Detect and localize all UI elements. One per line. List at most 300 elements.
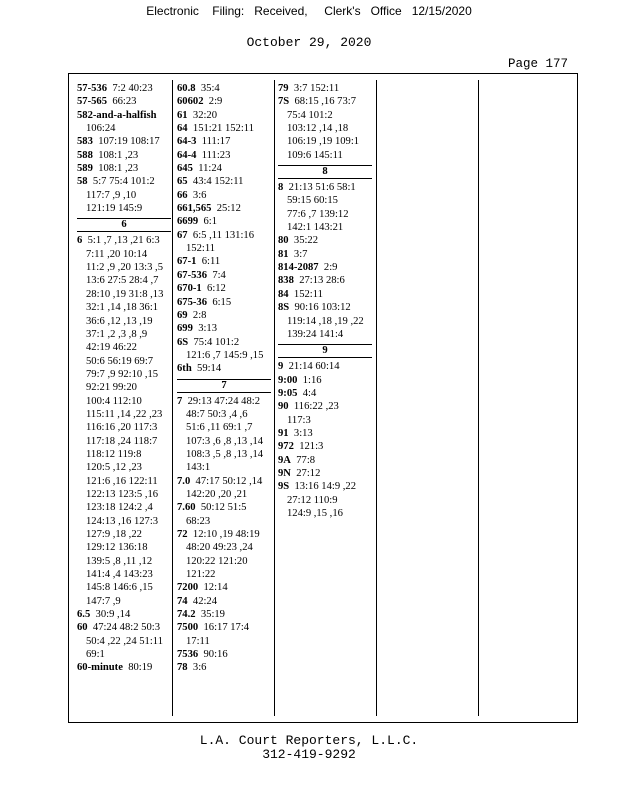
- index-term: 675-36: [177, 296, 208, 308]
- page-line-refs: 121:22: [186, 569, 216, 581]
- index-term: 74: [177, 595, 188, 607]
- page-line-refs: 139:5 ,8 ,11 ,12: [86, 555, 153, 567]
- page-line-refs: 51:6 ,11 69:1 ,7: [186, 422, 253, 434]
- page-line-refs: 3:6: [192, 662, 207, 674]
- index-continuation: [77, 635, 171, 648]
- page-line-refs: 103:12 ,14 ,18: [287, 123, 349, 135]
- column-divider: [376, 80, 377, 716]
- index-term: 65: [177, 176, 188, 188]
- index-term: 6th: [177, 363, 192, 375]
- page-line-refs: 11:2 ,9 ,20 13:3 ,5: [86, 262, 164, 274]
- index-entry: [278, 288, 372, 301]
- page-line-refs: 90:16 103:12: [294, 302, 351, 314]
- page-line-refs: 75:4 101:2: [287, 109, 333, 121]
- index-entry: [177, 395, 271, 408]
- index-term: 7200: [177, 582, 199, 594]
- index-term: 74.2: [177, 609, 196, 621]
- index-continuation: [77, 475, 171, 488]
- index-entry: [177, 322, 271, 335]
- index-entry: [177, 215, 271, 228]
- page-line-refs: 77:6 ,7 139:12: [287, 208, 349, 220]
- page-line-refs: 43:4 152:11: [192, 176, 244, 188]
- page-line-refs: 35:22: [293, 235, 319, 247]
- index-entry: [177, 595, 271, 608]
- page-line-refs: 2:9: [208, 96, 223, 108]
- index-entry: [77, 234, 171, 247]
- index-continuation: [177, 242, 271, 255]
- page-line-refs: 30:9 ,14: [95, 609, 131, 621]
- index-term: 814-2087: [278, 262, 319, 274]
- index-term: 81: [278, 248, 289, 260]
- index-continuation: [177, 541, 271, 554]
- reporter-company: L.A. Court Reporters, L.L.C.: [199, 733, 419, 748]
- page-line-refs: 122:13 123:5 ,16: [86, 488, 159, 500]
- page-line-refs: 108:3 ,5 ,8 ,13 ,14: [186, 448, 264, 460]
- word-index-frame: [68, 73, 578, 723]
- index-continuation: [77, 488, 171, 501]
- index-term: 645: [177, 163, 193, 175]
- index-entry: [177, 122, 271, 135]
- page-line-refs: 21:13 51:6 58:1: [288, 182, 356, 194]
- index-term: 8: [278, 182, 284, 194]
- page-line-refs: 145:8 146:6 ,15: [86, 582, 153, 594]
- index-term: 58: [77, 176, 88, 188]
- transcript-date: October 29, 2020: [246, 35, 372, 50]
- index-continuation: [77, 189, 171, 202]
- page-line-refs: 121:19 145:9: [86, 203, 143, 215]
- index-term: 64-3: [177, 136, 197, 148]
- index-term: 589: [77, 163, 93, 175]
- index-term: 67-536: [177, 269, 208, 281]
- index-continuation: [177, 515, 271, 528]
- index-entry: [177, 229, 271, 242]
- page-line-refs: 141:4 ,4 143:23: [86, 569, 153, 581]
- page-line-refs: 120:22 121:20: [186, 555, 248, 567]
- index-term: 583: [77, 136, 93, 148]
- page-line-refs: 143:1: [186, 462, 211, 474]
- index-term: 60.8: [177, 83, 196, 94]
- page-line-refs: 35:4: [200, 83, 220, 94]
- index-entry: [77, 95, 171, 108]
- index-continuation: [77, 368, 171, 381]
- page-line-refs: 142:20 ,20 ,21: [186, 488, 248, 500]
- page-line-refs: 42:19 46:22: [86, 342, 137, 354]
- page-line-refs: 12:14: [203, 582, 228, 594]
- page-line-refs: 3:13: [198, 323, 218, 335]
- index-term: 6699: [177, 216, 199, 228]
- index-term: 9S: [278, 481, 290, 493]
- index-continuation: [77, 248, 171, 261]
- index-continuation: [77, 461, 171, 474]
- page-line-refs: 109:6 145:11: [287, 149, 343, 161]
- index-entry: [77, 109, 171, 122]
- page-line-refs: 13:16 14:9 ,22: [294, 481, 357, 493]
- index-continuation: [77, 581, 171, 594]
- index-entry: [177, 109, 271, 122]
- page-line-refs: 117:7 ,9 ,10: [86, 189, 137, 201]
- page-line-refs: 17:11: [186, 635, 210, 647]
- index-term: 7.0: [177, 475, 191, 487]
- index-term: 72: [177, 529, 188, 540]
- index-term: 9N: [278, 467, 291, 479]
- index-continuation: [278, 149, 372, 162]
- page-line-refs: 75:4 101:2: [193, 336, 240, 348]
- index-entry: [177, 189, 271, 202]
- index-entry: [77, 149, 171, 162]
- page-line-refs: 36:6 ,12 ,13 ,19: [86, 315, 153, 327]
- index-continuation: [77, 555, 171, 568]
- index-entry: [177, 296, 271, 309]
- index-term: 7500: [177, 622, 199, 634]
- page-line-refs: 2:9: [323, 262, 338, 274]
- section-letter: 7: [177, 379, 271, 393]
- index-term: 7S: [278, 96, 290, 108]
- page-line-refs: 68:23: [186, 515, 211, 527]
- index-continuation: [77, 395, 171, 408]
- index-entry: [278, 374, 372, 387]
- page-line-refs: 1:16: [302, 374, 322, 386]
- index-column-3: [278, 82, 372, 520]
- index-term: 57-565: [77, 96, 108, 108]
- index-entry: [177, 661, 271, 674]
- index-entry: [77, 621, 171, 634]
- page-line-refs: 3:7 152:11: [293, 83, 340, 94]
- page-line-refs: 77:8: [296, 454, 316, 466]
- index-continuation: [278, 221, 372, 234]
- page-line-refs: 35:19: [200, 609, 225, 621]
- page-line-refs: 142:1 143:21: [287, 222, 344, 234]
- index-continuation: [77, 274, 171, 287]
- index-continuation: [77, 501, 171, 514]
- index-term: 588: [77, 149, 93, 161]
- index-continuation: [177, 568, 271, 581]
- index-continuation: [77, 261, 171, 274]
- index-term: 79: [278, 83, 289, 94]
- index-term: 6.5: [77, 609, 91, 621]
- page-line-refs: 47:17 50:12 ,14: [195, 475, 263, 487]
- page-line-refs: 80:19: [128, 662, 153, 674]
- index-entry: [177, 309, 271, 322]
- index-continuation: [177, 555, 271, 568]
- page-line-refs: 6:5 ,11 131:16: [192, 229, 255, 241]
- page-line-refs: 119:14 ,18 ,19 ,22: [287, 315, 364, 327]
- page-line-refs: 100:4 112:10: [86, 395, 142, 407]
- index-entry: [177, 501, 271, 514]
- index-term: 9:00: [278, 374, 298, 386]
- index-entry: [278, 301, 372, 314]
- index-continuation: [278, 208, 372, 221]
- page-line-refs: 27:12 110:9: [287, 494, 338, 506]
- page-line-refs: 27:13 28:6: [299, 275, 345, 287]
- index-entry: [177, 162, 271, 175]
- index-entry: [177, 528, 271, 541]
- page-line-refs: 90:16: [203, 649, 228, 661]
- index-continuation: [278, 194, 372, 207]
- index-term: 7536: [177, 649, 199, 661]
- index-entry: [177, 175, 271, 188]
- page-line-refs: 107:3 ,6 ,8 ,13 ,14: [186, 435, 264, 447]
- column-divider: [478, 80, 479, 716]
- index-entry: [177, 475, 271, 488]
- column-divider: [172, 80, 173, 716]
- filing-stamp: Electronic Filing: Received, Clerk's Office 12/15/2020: [146, 4, 472, 18]
- page-line-refs: 108:1 ,23: [98, 163, 139, 175]
- page-line-refs: 50:4 ,22 ,24 51:11: [86, 635, 164, 647]
- index-continuation: [77, 541, 171, 554]
- page-line-refs: 3:7: [293, 248, 308, 260]
- page-line-refs: 7:11 ,20 10:14: [86, 248, 148, 260]
- index-continuation: [278, 315, 372, 328]
- index-term: 9A: [278, 454, 291, 466]
- index-term: 582-and-a-halfish: [77, 109, 157, 121]
- index-term: 67: [177, 229, 188, 241]
- index-entry: [177, 648, 271, 661]
- index-term: 9:05: [278, 387, 298, 399]
- page-line-refs: 68:15 ,16 73:7: [294, 96, 357, 108]
- page-line-refs: 7:2 40:23: [112, 83, 153, 94]
- page-line-refs: 118:12 119:8: [86, 448, 142, 460]
- section-letter: 8: [278, 165, 372, 179]
- index-entry: [278, 440, 372, 453]
- index-continuation: [77, 355, 171, 368]
- index-entry: [278, 387, 372, 400]
- index-entry: [278, 181, 372, 194]
- index-continuation: [177, 448, 271, 461]
- page-line-refs: 111:17: [201, 136, 231, 148]
- column-divider: [274, 80, 275, 716]
- index-continuation: [77, 435, 171, 448]
- index-entry: [177, 202, 271, 215]
- page-line-refs: 7:4: [212, 269, 226, 281]
- index-term: 7: [177, 395, 183, 407]
- page-line-refs: 115:11 ,14 ,22 ,23: [86, 408, 163, 420]
- page-line-refs: 139:24 141:4: [287, 328, 344, 340]
- page-line-refs: 2:8: [192, 309, 207, 321]
- page-line-refs: 6:12: [207, 283, 226, 295]
- reporter-phone: 312-419-9292: [262, 747, 356, 762]
- page-line-refs: 107:19 108:17: [98, 136, 160, 148]
- index-continuation: [177, 635, 271, 648]
- index-term: 6S: [177, 336, 189, 348]
- index-term: 838: [278, 275, 294, 287]
- page-line-refs: 108:1 ,23: [98, 149, 139, 161]
- page-line-refs: 117:3: [287, 414, 311, 426]
- page-line-refs: 48:20 49:23 ,24: [186, 542, 253, 554]
- index-continuation: [77, 315, 171, 328]
- index-continuation: [278, 122, 372, 135]
- page-line-refs: 21:14 60:14: [288, 361, 340, 373]
- index-entry: [177, 282, 271, 295]
- index-continuation: [77, 568, 171, 581]
- index-term: 60602: [177, 96, 204, 108]
- page-line-refs: 124:13 ,16 127:3: [86, 515, 159, 527]
- index-entry: [77, 162, 171, 175]
- page-line-refs: 123:18 124:2 ,4: [86, 502, 153, 514]
- index-term: 699: [177, 323, 193, 335]
- section-letter: 9: [278, 344, 372, 358]
- page-line-refs: 25:12: [216, 203, 241, 215]
- index-continuation: [177, 435, 271, 448]
- page-line-refs: 4:4: [302, 387, 317, 399]
- index-term: 8S: [278, 302, 290, 314]
- page-line-refs: 11:24: [198, 163, 222, 175]
- index-term: 69: [177, 309, 188, 321]
- index-entry: [278, 480, 372, 493]
- page-line-refs: 127:9 ,18 ,22: [86, 529, 142, 540]
- section-letter: 6: [77, 218, 171, 232]
- page-line-refs: 5:7 75:4 101:2: [92, 176, 155, 188]
- index-entry: [278, 95, 372, 108]
- index-continuation: [177, 421, 271, 434]
- index-entry: [278, 82, 372, 95]
- index-continuation: [77, 202, 171, 215]
- index-term: 661,565: [177, 203, 212, 215]
- page-line-refs: 147:7 ,9: [86, 595, 121, 607]
- index-entry: [177, 269, 271, 282]
- page-line-refs: 29:13 47:24 48:2: [187, 395, 260, 407]
- index-entry: [77, 661, 171, 674]
- index-continuation: [77, 448, 171, 461]
- index-entry: [77, 608, 171, 621]
- index-term: 91: [278, 427, 289, 439]
- index-entry: [177, 149, 271, 162]
- page-line-refs: 50:12 51:5: [200, 502, 247, 514]
- index-continuation: [77, 122, 171, 135]
- index-term: 78: [177, 662, 188, 674]
- page-number: Page 177: [508, 57, 569, 71]
- index-column-1: [77, 82, 171, 675]
- index-entry: [177, 95, 271, 108]
- index-entry: [177, 336, 271, 349]
- index-term: 972: [278, 441, 294, 453]
- index-entry: [278, 234, 372, 247]
- page-line-refs: 151:21 152:11: [192, 123, 255, 135]
- page-line-refs: 50:6 56:19 69:7: [86, 355, 154, 367]
- index-continuation: [278, 328, 372, 341]
- index-entry: [278, 400, 372, 413]
- index-continuation: [77, 515, 171, 528]
- index-entry: [177, 362, 271, 375]
- index-entry: [278, 274, 372, 287]
- page-line-refs: 152:11: [293, 288, 323, 300]
- index-continuation: [77, 301, 171, 314]
- index-entry: [77, 135, 171, 148]
- page-line-refs: 32:20: [192, 109, 218, 121]
- index-entry: [177, 82, 271, 95]
- index-continuation: [77, 341, 171, 354]
- index-continuation: [278, 135, 372, 148]
- page-line-refs: 3:6: [192, 189, 207, 201]
- page-line-refs: 16:17 17:4: [203, 622, 250, 634]
- index-entry: [77, 82, 171, 95]
- index-continuation: [77, 595, 171, 608]
- index-column-2: [177, 82, 271, 675]
- page-line-refs: 6:1: [203, 216, 218, 228]
- index-continuation: [77, 528, 171, 541]
- page-line-refs: 27:12: [296, 467, 321, 479]
- page-line-refs: 116:16 ,20 117:3: [86, 422, 158, 434]
- index-term: 90: [278, 401, 289, 413]
- page-line-refs: 121:6 ,16 122:11: [86, 475, 158, 487]
- page-line-refs: 37:1 ,2 ,3 ,8 ,9: [86, 328, 148, 340]
- index-term: 84: [278, 288, 289, 300]
- index-term: 60: [77, 622, 88, 634]
- page-line-refs: 5:1 ,7 ,13 ,21 6:3: [87, 235, 160, 247]
- index-entry: [177, 135, 271, 148]
- index-term: 67-1: [177, 256, 197, 268]
- index-continuation: [77, 421, 171, 434]
- page-line-refs: 111:23: [201, 149, 231, 161]
- index-term: 64: [177, 123, 188, 135]
- page-line-refs: 106:19 ,19 109:1: [287, 136, 360, 148]
- page-line-refs: 59:15 60:15: [287, 195, 338, 207]
- index-entry: [278, 261, 372, 274]
- index-term: 80: [278, 235, 289, 247]
- index-entry: [177, 608, 271, 621]
- index-continuation: [177, 488, 271, 501]
- page-line-refs: 12:10 ,19 48:19: [192, 529, 260, 540]
- index-continuation: [77, 648, 171, 661]
- page-line-refs: 116:22 ,23: [293, 401, 339, 413]
- index-term: 7.60: [177, 502, 196, 514]
- page-line-refs: 6:15: [212, 296, 232, 308]
- index-entry: [278, 467, 372, 480]
- page-line-refs: 121:6 ,7 145:9 ,15: [186, 349, 264, 361]
- index-continuation: [177, 408, 271, 421]
- index-continuation: [177, 349, 271, 362]
- index-entry: [177, 621, 271, 634]
- index-term: 66: [177, 189, 188, 201]
- page-line-refs: 28:10 ,19 31:8 ,13: [86, 288, 164, 300]
- page-line-refs: 59:14: [197, 363, 222, 375]
- index-continuation: [278, 414, 372, 427]
- index-entry: [278, 427, 372, 440]
- index-continuation: [77, 288, 171, 301]
- page-line-refs: 42:24: [192, 595, 218, 607]
- index-continuation: [77, 328, 171, 341]
- page-line-refs: 32:1 ,14 ,18 36:1: [86, 302, 159, 314]
- page-line-refs: 129:12 136:18: [86, 542, 148, 554]
- index-continuation: [77, 381, 171, 394]
- page-line-refs: 117:18 ,24 118:7: [86, 435, 158, 447]
- index-term: 64-4: [177, 149, 197, 161]
- index-entry: [177, 255, 271, 268]
- page-line-refs: 6:11: [201, 256, 221, 268]
- page-line-refs: 69:1: [86, 649, 105, 661]
- index-term: 9: [278, 361, 284, 373]
- index-entry: [278, 248, 372, 261]
- index-continuation: [278, 109, 372, 122]
- index-term: 60-minute: [77, 662, 123, 674]
- index-term: 61: [177, 109, 188, 121]
- page-line-refs: 48:7 50:3 ,4 ,6: [186, 408, 248, 420]
- index-continuation: [177, 461, 271, 474]
- page-line-refs: 79:7 ,9 92:10 ,15: [86, 368, 159, 380]
- index-term: 57-536: [77, 83, 108, 94]
- index-entry: [177, 581, 271, 594]
- page-line-refs: 13:6 27:5 28:4 ,7: [86, 275, 159, 287]
- page-line-refs: 152:11: [186, 243, 216, 255]
- page-line-refs: 66:23: [112, 96, 137, 108]
- page-line-refs: 3:13: [293, 427, 313, 439]
- index-term: 670-1: [177, 283, 202, 295]
- page-line-refs: 124:9 ,15 ,16: [287, 507, 343, 519]
- page-line-refs: 106:24: [86, 123, 116, 135]
- page-line-refs: 92:21 99:20: [86, 382, 137, 394]
- index-continuation: [278, 507, 372, 520]
- index-entry: [278, 360, 372, 373]
- index-continuation: [278, 494, 372, 507]
